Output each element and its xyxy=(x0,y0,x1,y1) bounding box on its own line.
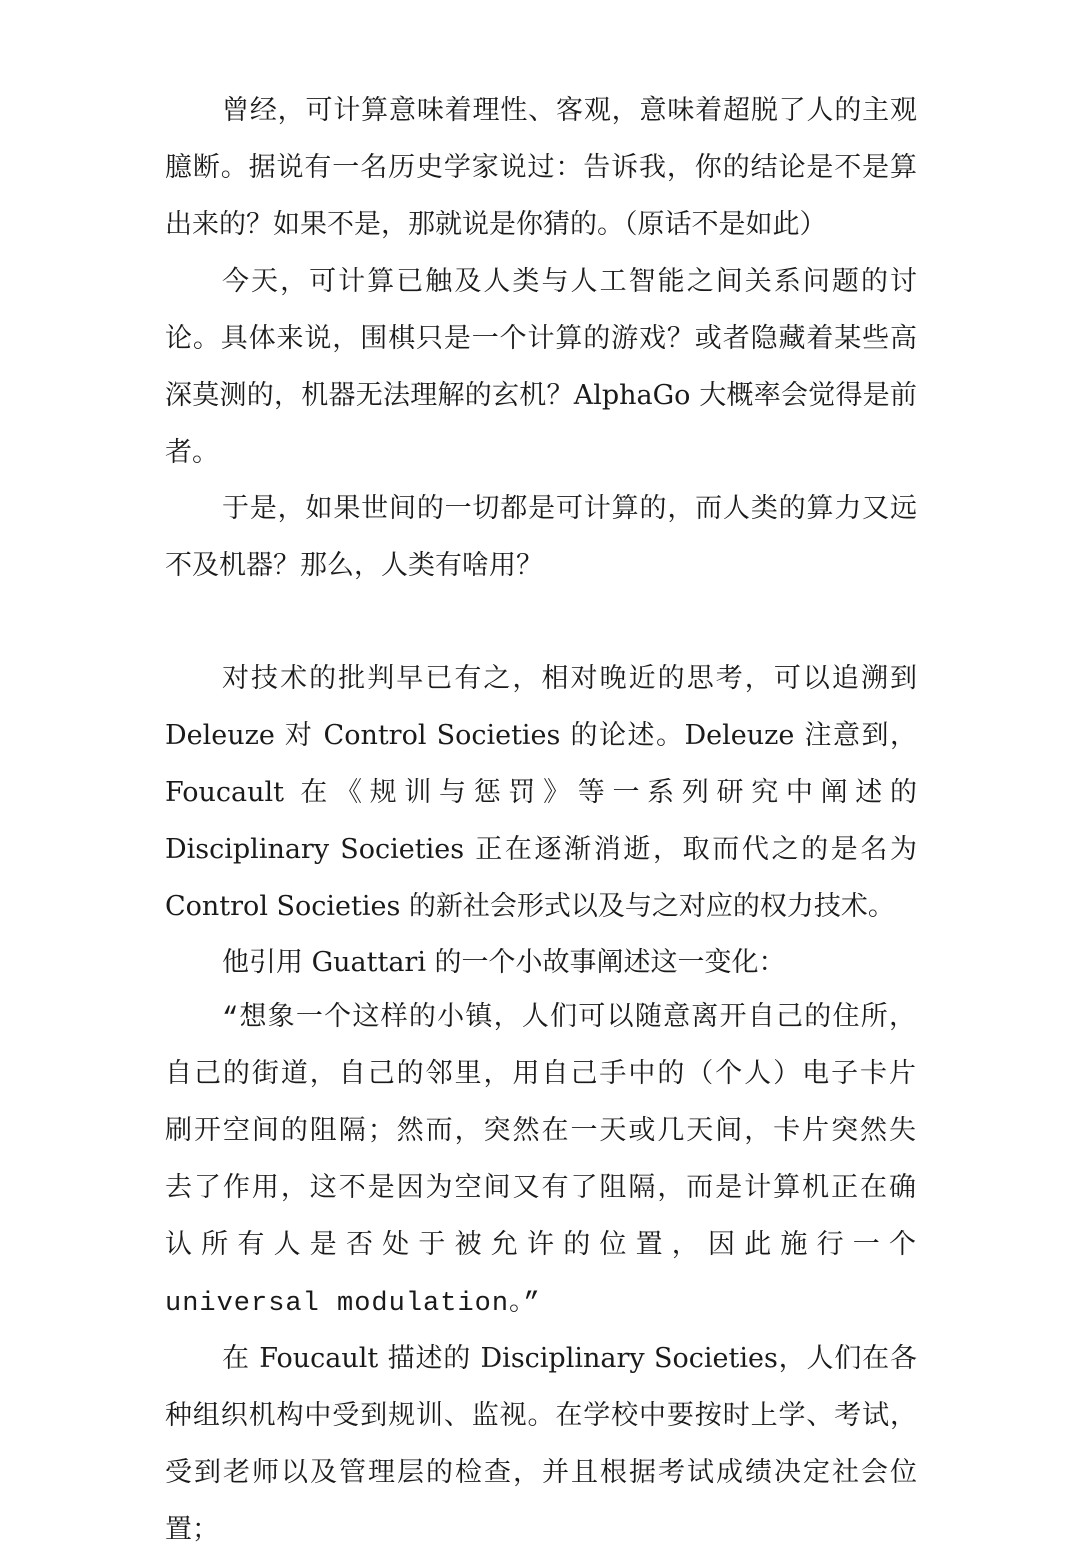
paragraph-deleuze-control-societies: 对技术的批判早已有之，相对晚近的思考，可以追溯到 Deleuze 对 Control Societies 的论述。Deleuze 注意到，Foucault 在《规训与惩罚》等一系列研究中阐述的 Disciplinary Societies 正在逐渐消逝，取而代之的是名为 Control Societies 的新社会形式以及与之对应的权力技术。 xyxy=(165,663,917,922)
paragraph-guattari-story-intro: 他引用 Guattari 的一个小故事阐述这一变化： xyxy=(222,947,786,978)
paragraph-quote: “想象一个这样的小镇，人们可以随意离开自己的住所，自己的街道，自己的邻里，用自己手中的（个人）电子卡片刷开空间的阻隔；然而，突然在一天或几天间，卡片突然失去了作用，这不是因为空间又有了阻隔，而是计算机正在确认所有人是否处于被允许的位置，因此施行一个 universal modulation。” xyxy=(165,1004,917,1319)
paragraph-computability-today: 今天，可计算已触及人类与人工智能之间关系问题的讨论。具体来说，围棋只是一个计算的游戏？或者隐藏着某些高深莫测的，机器无法理解的玄机？AlphaGo 大概率会觉得是前者。 xyxy=(165,266,917,468)
paragraph-human-value: 于是，如果世间的一切都是可计算的，而人类的算力又远不及机器？那么，人类有啥用？ xyxy=(165,493,917,581)
paragraph-disciplinary-societies: 在 Foucault 描述的 Disciplinary Societies，人们在各种组织机构中受到规训、监视。在学校中要按时上学、考试，受到老师以及管理层的检查，并且根据考试成绩决定社会位置； xyxy=(165,1343,917,1545)
paragraph-computability-past: 曾经，可计算意味着理性、客观，意味着超脱了人的主观臆断。据说有一名历史学家说过：告诉我，你的结论是不是算出来的？如果不是，那就说是你猜的。（原话不是如此） xyxy=(165,95,917,240)
